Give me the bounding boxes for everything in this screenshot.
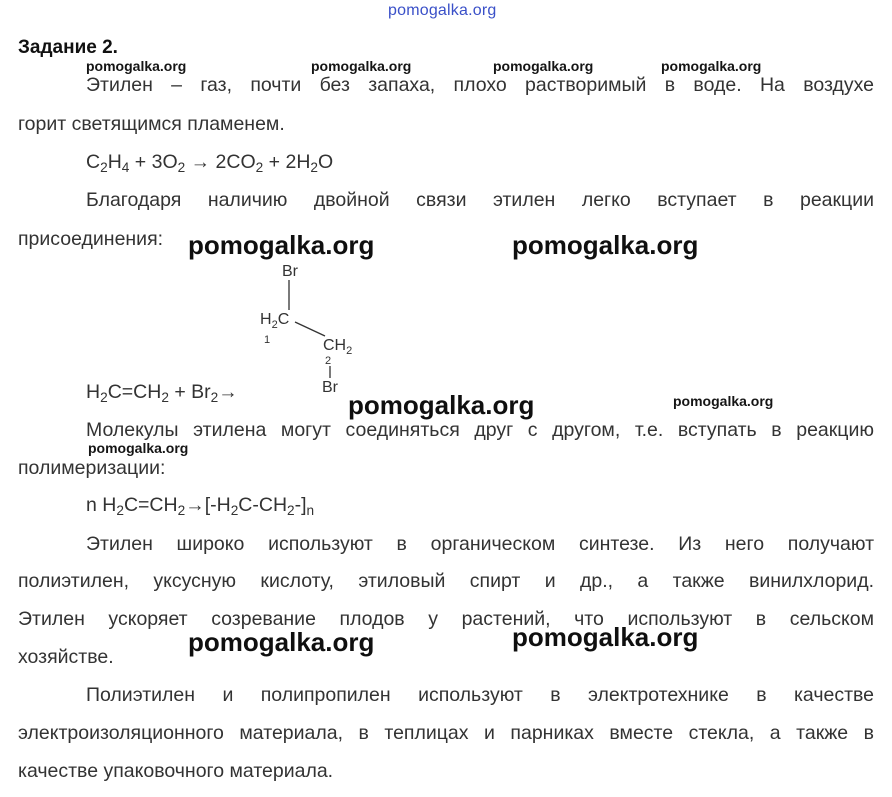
structure-h2c: $H_2C$ [260,311,290,331]
carbon-number-2: 2 [325,355,332,367]
watermark-large: pomogalka.org [188,627,375,657]
carbon-number-1: 1 [264,334,271,346]
watermark-small: pomogalka.org [493,58,594,74]
task-title: Задание 2. [18,37,118,58]
para1-line1: Этилен – газ, почти без запаха, плохо растворимый в воде. На воздухе [86,74,874,96]
watermark-small: pomogalka.org [661,58,762,74]
para5-line1: Полиэтилен и полипропилен используют в электротехнике в качестве [86,684,874,706]
bromination-equation: $H_2C=CH_2 + Br_2\to$ [86,381,238,405]
watermark-large: pomogalka.org [512,622,699,652]
para2-line2: присоединения: [18,228,164,250]
bond-c1-c2 [295,322,325,336]
para4-line4: хозяйстве. [18,646,114,668]
para1-line2: горит светящимся пламенем. [18,113,285,135]
watermark-large: pomogalka.org [512,230,699,260]
dibromoethane-structure [250,258,380,398]
para2-line1: Благодаря наличию двойной связи этилен легко вступает в реакции [86,189,874,211]
structure-br-bottom: Br [322,379,338,396]
polymerization-equation: n $H_2C=CH_2\to[-H_2C-CH_2-]_n$ [86,494,315,518]
para4-line1: Этилен широко используют в органическом синтезе. Из него получают [86,533,874,555]
structure-br-top: Br [282,263,298,280]
para4-line3: Этилен ускоряет созревание плодов у растений, что используют в сельском [18,608,874,630]
para5-line2: электроизоляционного материала, в теплицах и парниках вместе стекла, а также в [18,722,874,744]
watermark-small: pomogalka.org [311,58,412,74]
structure-ch2: $CH_2$ [323,337,353,357]
watermark-small: pomogalka.org [86,58,187,74]
para5-line3: качестве упаковочного материала. [18,760,334,782]
watermark-small: pomogalka.org [88,440,189,456]
para3-line1: Молекулы этилена могут соединяться друг с другом, т.е. вступать в реакцию [86,419,874,441]
para3-line2: полимеризации: [18,457,166,479]
watermark-small: pomogalka.org [673,393,774,409]
combustion-equation: $C_2H_4 + 3O_2 \to 2CO_2 + 2H_2O$ [86,151,334,175]
para4-line2: полиэтилен, уксусную кислоту, этиловый спирт и др., а также винилхлорид. [18,570,874,592]
watermark-large: pomogalka.org [188,230,375,260]
site-header: pomogalka.org [388,2,497,19]
watermark-large: pomogalka.org [348,390,535,420]
